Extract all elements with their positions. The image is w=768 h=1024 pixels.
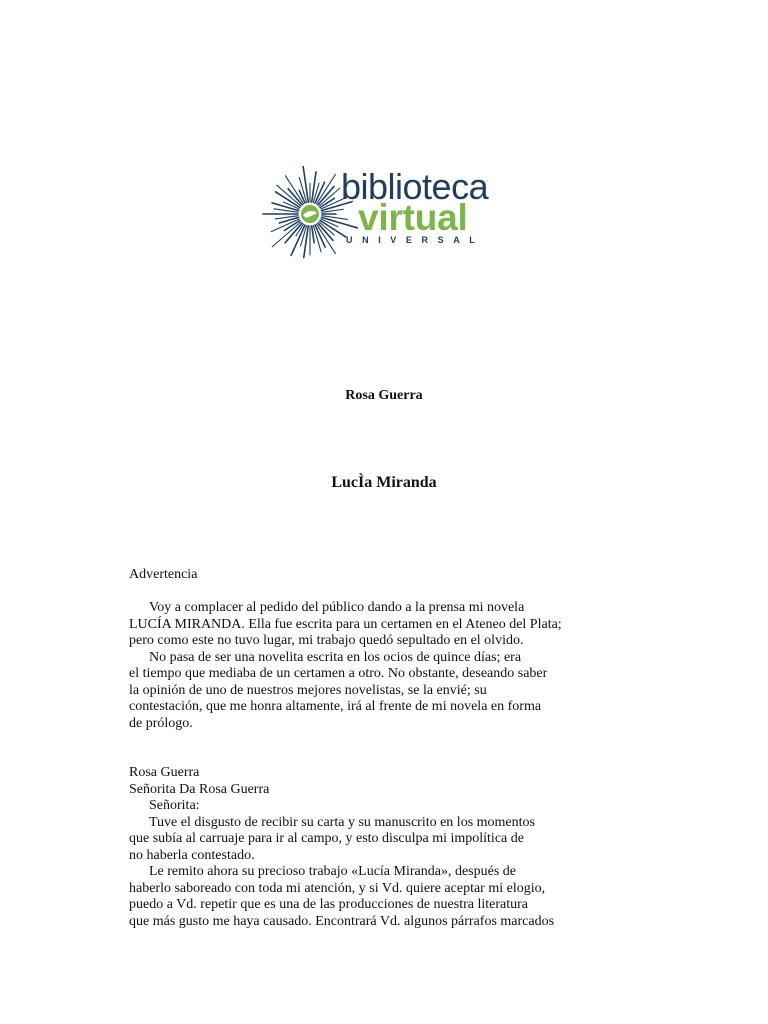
salutation: Señorita: [149, 798, 200, 813]
text-line: la opinión de uno de nuestros mejores novelistas, se la envié; su [129, 682, 487, 698]
logo-virtual-text: virtual [358, 197, 468, 238]
text-line: Voy a complacer al pedido del público dando a la prensa mi novela [149, 600, 525, 615]
logo-universal-text: UNIVERSAL [346, 235, 485, 245]
text-line: que más gusto me haya causado. Encontrará Vd. algunos párrafos marcados [129, 913, 555, 929]
text-line: No pasa de ser una novelita escrita en los ocios de quince días; era [149, 649, 522, 665]
author-name: Rosa Guerra [345, 388, 423, 403]
sunburst-ray [291, 225, 305, 255]
text-line: pero como este no tuvo lugar, mi trabajo quedó sepultado en el olvido. [129, 633, 524, 648]
section-heading: Advertencia [129, 567, 198, 582]
logo-biblioteca-text: biblioteca [341, 166, 489, 207]
book-title: LucÌa Miranda [331, 474, 437, 491]
text-line: contestación, que me honra altamente, irá al frente de mi novela en forma [129, 699, 542, 714]
sunburst-ray [304, 226, 309, 258]
sunburst-ray [322, 217, 358, 228]
text-line: Le remito ahora su precioso trabajo «Lucía Miranda», después de [149, 864, 516, 879]
text-line: Tuve el disgusto de recibir su carta y su manuscrito en los momentos [149, 814, 535, 830]
sunburst-ray [312, 172, 316, 202]
addressee: Señorita Da Rosa Guerra [129, 781, 270, 797]
sunburst-ray [303, 166, 308, 202]
text-line: que subía al carruaje para ir al campo, y esto disculpa mi impolítica de [129, 831, 524, 846]
document-body [129, 567, 649, 930]
text-line: puedo a Vd. repetir que es una de las producciones de nuestra literatura [129, 897, 528, 912]
signature: Rosa Guerra [129, 765, 200, 780]
text-line: haberlo saboreado con toda mi atención, y si Vd. quiere aceptar mi elogio, [129, 880, 546, 896]
text-line: el tiempo que mediaba de un certamen a otro. No obstante, deseando saber [129, 666, 548, 681]
text-line: LUCÍA MIRANDA. Ella fue escrita para un certamen en el Ateneo del Plata; [129, 616, 562, 632]
text-line: no haberla contestado. [129, 847, 255, 863]
biblioteca-virtual-logo [262, 166, 507, 262]
text-line: de prólogo. [129, 715, 193, 731]
